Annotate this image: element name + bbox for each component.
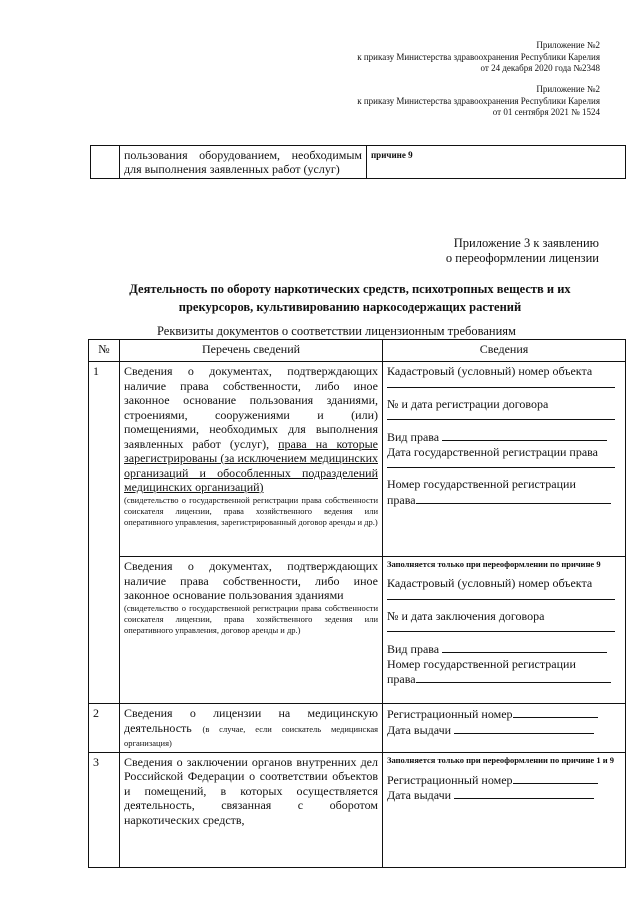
field-reg-number-label: Номер государственной регистрации bbox=[387, 477, 576, 491]
table-row bbox=[89, 752, 626, 867]
row-description bbox=[120, 557, 383, 704]
appendix-title: Приложение №2 bbox=[536, 84, 600, 94]
field-conclusion-issue-line[interactable] bbox=[454, 787, 594, 799]
field-reg-number: права bbox=[387, 492, 621, 508]
field-cadastral-line[interactable] bbox=[387, 379, 615, 388]
row-fields bbox=[383, 752, 626, 867]
row-description bbox=[120, 704, 383, 753]
row-number: 1 bbox=[89, 362, 120, 704]
fill-condition-note: Заполняется только при переоформлении по причине 1 и 9 bbox=[387, 754, 614, 765]
table-row bbox=[89, 557, 626, 704]
field-reg-number-line[interactable] bbox=[416, 492, 611, 504]
field-conclusion-issue: Дата выдачи bbox=[387, 787, 621, 803]
table-row bbox=[89, 704, 626, 753]
field-reg-number-line[interactable] bbox=[416, 671, 611, 683]
fragment-note: причине 9 bbox=[367, 146, 626, 179]
fill-condition-note: Заполняется только при переоформлении по причине 9 bbox=[387, 559, 601, 569]
previous-page-fragment bbox=[90, 145, 626, 179]
col-header-no: № bbox=[89, 340, 120, 362]
field-right-kind-line[interactable] bbox=[442, 429, 607, 441]
requisites-table bbox=[88, 339, 626, 868]
row-fields bbox=[383, 704, 626, 753]
order-line: к приказу Министерства здравоохранения Республики Карелия bbox=[357, 51, 600, 62]
field-reg-date-line[interactable] bbox=[387, 459, 615, 468]
field-contract-label: № и дата заключения договора bbox=[387, 608, 545, 623]
table-row bbox=[89, 362, 626, 557]
field-reg-date-label: Дата государственной регистрации права bbox=[387, 444, 599, 459]
annex-line-1: Приложение 3 к заявлению bbox=[453, 236, 599, 250]
field-license-issue-line[interactable] bbox=[454, 722, 594, 734]
field-contract-label: № и дата регистрации договора bbox=[387, 396, 549, 411]
field-contract-line[interactable] bbox=[387, 411, 615, 420]
row-description bbox=[120, 362, 383, 557]
annex-line-2: о переоформлении лицензии bbox=[445, 251, 599, 265]
field-contract-line[interactable] bbox=[387, 623, 615, 632]
row-text: Сведения о лицензии на медицинскую деятельность bbox=[124, 706, 378, 735]
field-license-issue: Дата выдачи bbox=[387, 722, 621, 738]
row-fields bbox=[383, 557, 626, 704]
order-header-2 bbox=[357, 84, 600, 119]
col-header-list: Перечень сведений bbox=[120, 340, 383, 362]
field-reg-number-label: Номер государственной регистрации bbox=[387, 656, 576, 671]
row-number: 2 bbox=[89, 704, 120, 753]
field-right-kind: Вид права bbox=[387, 641, 621, 657]
row-number: 3 bbox=[89, 752, 120, 867]
field-right-kind: Вид права bbox=[387, 429, 621, 445]
order-header-1 bbox=[357, 40, 600, 75]
field-conclusion-reg-line[interactable] bbox=[513, 772, 598, 784]
field-license-reg-line[interactable] bbox=[513, 706, 598, 718]
annex-caption bbox=[446, 236, 599, 266]
table-header-row bbox=[89, 340, 626, 362]
field-reg-number: права bbox=[387, 671, 621, 687]
field-cadastral-label: Кадастровый (условный) номер объекта bbox=[387, 364, 593, 378]
fragment-text: пользования оборудованием, необходимым для выполнения заявленных работ (услуг) bbox=[120, 146, 367, 179]
row-note: (свидетельство о государственной регистрации права собственности соискателя лицензии, права хозяйственного зедения или оперативного управления, договор аренды и др.) bbox=[124, 602, 378, 635]
col-header-info: Сведения bbox=[383, 340, 626, 362]
order-line: к приказу Министерства здравоохранения Республики Карелия bbox=[357, 95, 600, 106]
field-right-kind-line[interactable] bbox=[442, 641, 607, 653]
field-license-reg: Регистрационный номер bbox=[387, 706, 621, 722]
field-cadastral-label: Кадастровый (условный) номер объекта bbox=[387, 576, 593, 590]
appendix-title: Приложение №2 bbox=[536, 40, 600, 50]
row-note: (в случае, если соискатель медицинская организация) bbox=[124, 723, 379, 748]
field-cadastral-line[interactable] bbox=[387, 591, 615, 600]
order-date: от 24 декабря 2020 года №2348 bbox=[480, 63, 600, 73]
row-text: Сведения о документах, подтверждающих наличие права собственности, либо иное законное основание пользования зданиями bbox=[124, 559, 378, 602]
row-text: Сведения о документах, подтверждающих наличие права собственности, либо иное законное основание пользования зданиями, строениями, сооружениями и (или) помещениями, необходимых для выполнения заявленных работ (услуг), bbox=[124, 364, 378, 451]
table-caption: Реквизиты документов о соответствии лицензионным требованиям bbox=[157, 324, 516, 338]
row-description: Сведения о заключении органов внутренних дел Российской Федерации о соответствии объектов и помещений, в которых осуществляется деятельность, связанная с оборотом наркотических средств, bbox=[120, 752, 383, 867]
row-note: (свидетельство о государственной регистрации права собственности соискателя лицензии, права хозяйственного ведения или оперативного управления, зарегистрированный договор аренды и др.) bbox=[124, 494, 378, 527]
field-conclusion-reg: Регистрационный номер bbox=[387, 772, 621, 788]
document-title: Деятельность по обороту наркотических средств, психотропных веществ и их прекурсоров, культивированию наркосодержащих растений bbox=[129, 282, 571, 314]
order-date: от 01 сентября 2021 № 1524 bbox=[492, 107, 600, 117]
row-text-underlined: права на которые зарегистрированы (за исключением медицинских организаций и обособленных подразделений медицинских организаций) bbox=[124, 436, 379, 494]
row-fields bbox=[383, 362, 626, 557]
